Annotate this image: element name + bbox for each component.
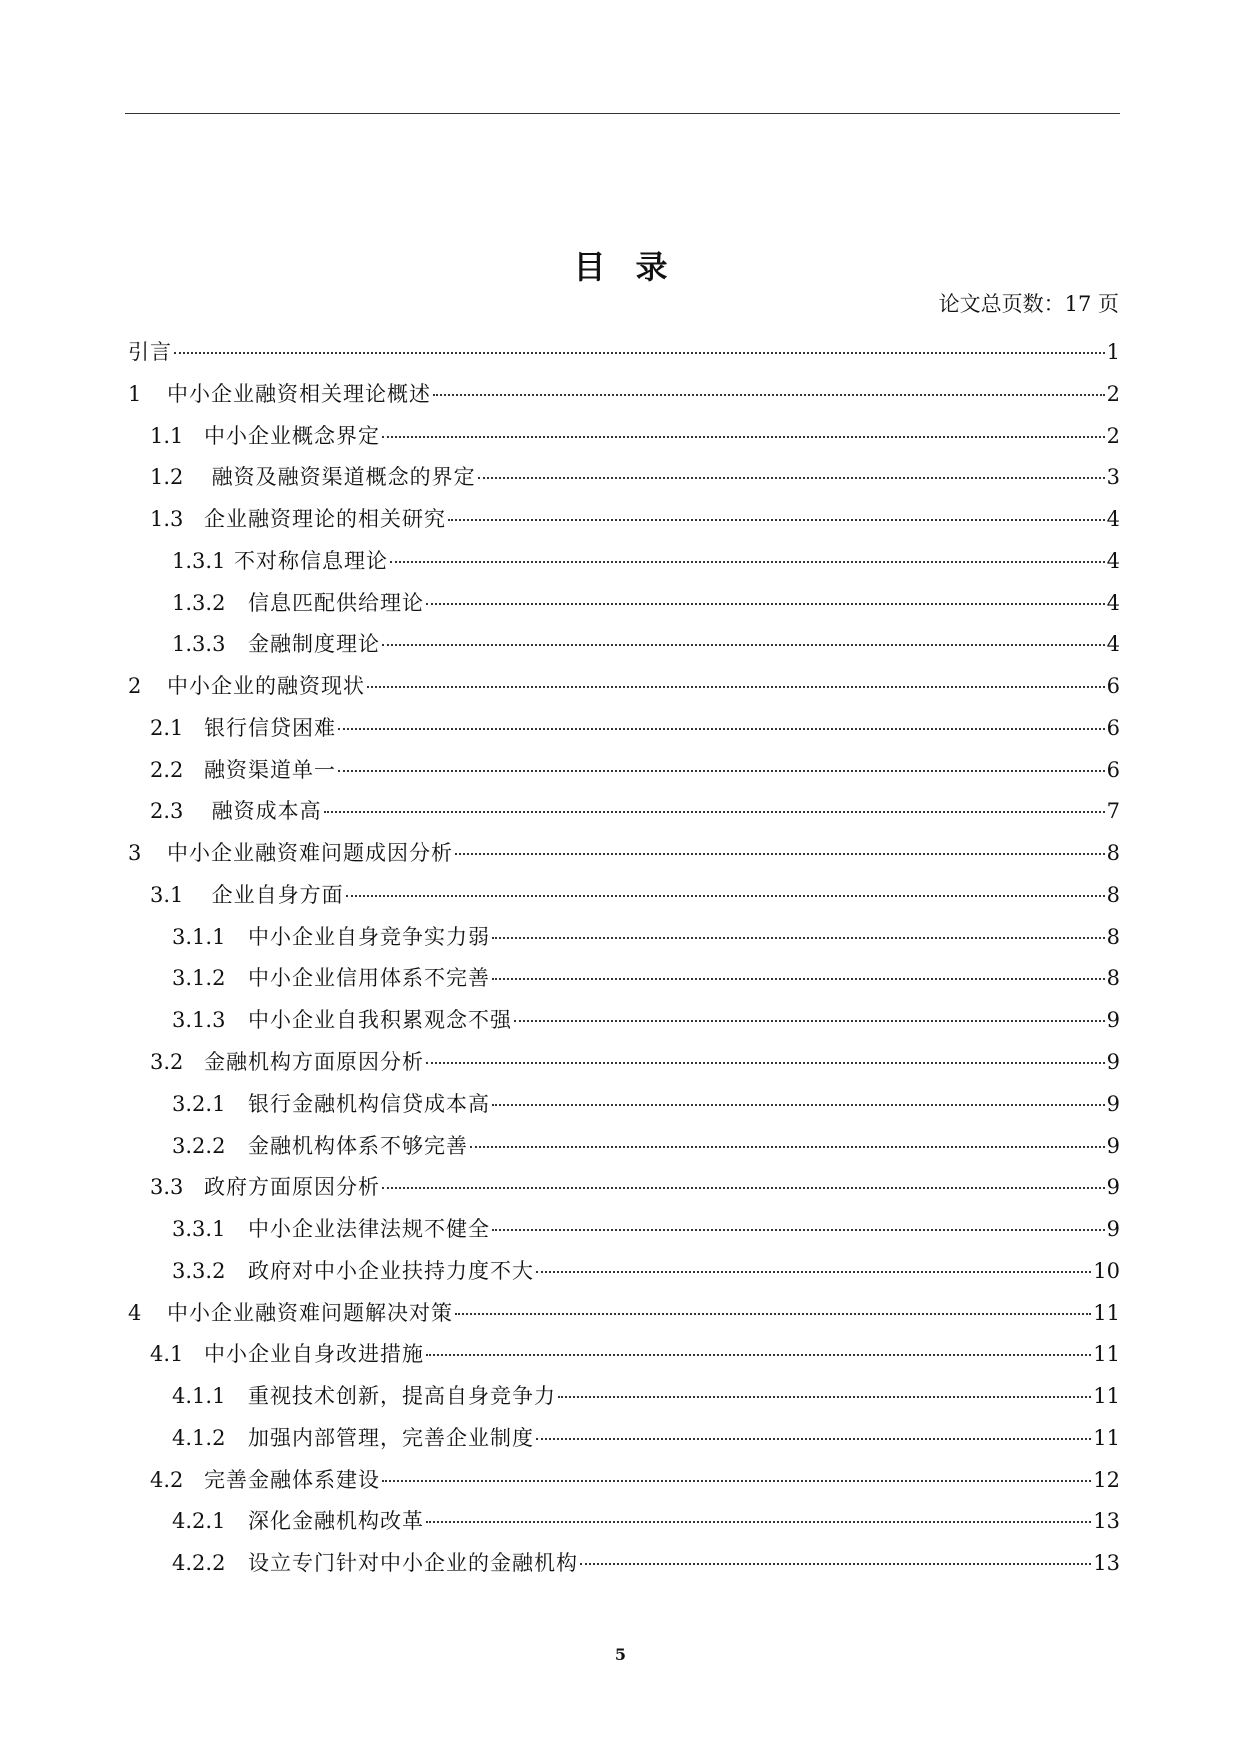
toc-entry-number: 2.3 (150, 799, 184, 824)
toc-entry-page: 9 (1106, 1091, 1120, 1116)
toc-dot-leader (455, 853, 1105, 855)
toc-entry-number: 4.2 (150, 1467, 184, 1492)
toc-entry[interactable] (128, 1167, 1120, 1209)
toc-entry-title: 金融制度理论 (248, 632, 380, 657)
toc-entry-number: 3.1 (150, 882, 184, 907)
toc-entry-title: 金融机构方面原因分析 (204, 1050, 424, 1075)
toc-dot-leader (426, 1521, 1091, 1523)
toc-entry-page: 6 (1106, 757, 1120, 782)
toc-entry[interactable] (128, 1251, 1120, 1293)
toc-entry[interactable] (128, 1000, 1120, 1042)
toc-dot-leader (367, 686, 1105, 688)
toc-entry-number: 3.2.2 (172, 1133, 226, 1158)
toc-entry[interactable] (128, 791, 1120, 833)
toc-entry[interactable] (128, 1126, 1120, 1168)
toc-entry-title: 金融机构体系不够完善 (248, 1133, 468, 1158)
toc-entry-number: 3.1.3 (172, 1008, 226, 1033)
toc-entry[interactable] (128, 1418, 1120, 1460)
toc-dot-leader (514, 1020, 1105, 1022)
toc-entry-number: 4.1.2 (172, 1425, 226, 1450)
toc-entry-page: 4 (1106, 590, 1120, 615)
toc-entry-title: 银行信贷困难 (204, 715, 336, 740)
toc-entry[interactable] (128, 624, 1120, 666)
toc-entry-title: 中小企业的融资现状 (167, 674, 365, 699)
toc-entry-page: 7 (1106, 799, 1120, 824)
toc-dot-leader (492, 1229, 1105, 1231)
toc-entry-title: 中小企业自我积累观念不强 (248, 1008, 512, 1033)
toc-dot-leader (426, 603, 1105, 605)
toc-dot-leader (492, 978, 1105, 980)
toc-dot-leader (536, 1271, 1091, 1273)
toc-entry-number: 3.1.1 (172, 924, 226, 949)
toc-entry-page: 8 (1106, 966, 1120, 991)
toc-entry[interactable] (128, 1543, 1120, 1585)
toc-entry-title: 中小企业概念界定 (204, 423, 380, 448)
toc-entry[interactable] (128, 833, 1120, 875)
toc-entry[interactable] (128, 583, 1120, 625)
toc-entry-page: 13 (1093, 1551, 1120, 1576)
toc-dot-leader (580, 1563, 1091, 1565)
toc-entry-page: 4 (1106, 548, 1120, 573)
toc-entry-page: 9 (1106, 1175, 1120, 1200)
toc-entry-title: 中小企业信用体系不完善 (248, 966, 490, 991)
toc-entry-number: 1.3.2 (172, 590, 226, 615)
toc-entry-number: 3.3.2 (172, 1258, 226, 1283)
toc-entry[interactable] (128, 1209, 1120, 1251)
toc-entry-page: 11 (1093, 1425, 1120, 1450)
toc-entry-number: 4.2.2 (172, 1551, 226, 1576)
toc-dot-leader (448, 519, 1105, 521)
toc-entry[interactable] (128, 750, 1120, 792)
toc-entry[interactable] (128, 1460, 1120, 1502)
toc-entry[interactable] (128, 666, 1120, 708)
toc-entry-page: 4 (1106, 507, 1120, 532)
toc-entry-number: 4.1 (150, 1342, 184, 1367)
toc-dot-leader (382, 436, 1105, 438)
toc-entry-title: 企业融资理论的相关研究 (204, 507, 446, 532)
toc-entry[interactable] (128, 1084, 1120, 1126)
toc-entry[interactable] (128, 457, 1120, 499)
toc-entry[interactable] (128, 1501, 1120, 1543)
toc-entry-number: 3.1.2 (172, 966, 226, 991)
toc-entry-page: 13 (1093, 1509, 1120, 1534)
toc-entry[interactable] (128, 541, 1120, 583)
toc-entry-page: 11 (1093, 1342, 1120, 1367)
total-pages-note: 论文总页数：17 页 (938, 292, 1119, 316)
toc-entry-title: 中小企业自身改进措施 (204, 1342, 424, 1367)
toc-entry-number: 1.3.3 (172, 632, 226, 657)
toc-entry-title: 银行金融机构信贷成本高 (248, 1091, 490, 1116)
toc-entry-page: 6 (1106, 674, 1120, 699)
toc-dot-leader (346, 895, 1105, 897)
table-of-contents (128, 332, 1120, 1585)
toc-entry-title: 融资及融资渠道概念的界定 (204, 465, 476, 490)
toc-dot-leader (455, 1313, 1091, 1315)
toc-entry-page: 10 (1093, 1258, 1120, 1283)
toc-dot-leader (433, 394, 1105, 396)
toc-entry-title: 政府对中小企业扶持力度不大 (248, 1258, 534, 1283)
toc-entry-number: 2 (128, 674, 142, 699)
header-rule (125, 113, 1120, 114)
toc-entry[interactable] (128, 416, 1120, 458)
toc-dot-leader (536, 1438, 1091, 1440)
toc-entry-page: 9 (1106, 1008, 1120, 1033)
toc-entry-number: 3.3.1 (172, 1217, 226, 1242)
toc-entry-number: 3.3 (150, 1175, 184, 1200)
toc-entry[interactable] (128, 1293, 1120, 1335)
toc-entry[interactable] (128, 332, 1120, 374)
toc-entry[interactable] (128, 917, 1120, 959)
toc-entry-title: 中小企业法律法规不健全 (248, 1217, 490, 1242)
toc-entry-title: 中小企业自身竞争实力弱 (248, 924, 490, 949)
toc-entry-number: 4.2.1 (172, 1509, 226, 1534)
toc-entry-number: 2.2 (150, 757, 184, 782)
toc-entry[interactable] (128, 374, 1120, 416)
toc-entry-title: 企业自身方面 (204, 882, 344, 907)
page-number: 5 (614, 1645, 627, 1664)
toc-entry[interactable] (128, 499, 1120, 541)
toc-entry[interactable] (128, 708, 1120, 750)
toc-entry-page: 4 (1106, 632, 1120, 657)
toc-entry[interactable] (128, 958, 1120, 1000)
toc-entry-title: 中小企业融资难问题成因分析 (167, 841, 453, 866)
toc-entry-number: 4.1.1 (172, 1384, 226, 1409)
toc-dot-leader (338, 728, 1105, 730)
toc-dot-leader (382, 1480, 1091, 1482)
toc-entry-page: 12 (1093, 1467, 1120, 1492)
toc-dot-leader (470, 1146, 1105, 1148)
toc-entry-number: 3.2 (150, 1050, 184, 1075)
toc-dot-leader (492, 1104, 1105, 1106)
toc-entry-title: 不对称信息理论 (234, 548, 388, 573)
toc-entry-page: 9 (1106, 1050, 1120, 1075)
toc-entry-page: 2 (1106, 423, 1120, 448)
toc-entry-page: 11 (1093, 1300, 1120, 1325)
toc-entry-title: 融资成本高 (204, 799, 322, 824)
toc-entry-page: 8 (1106, 924, 1120, 949)
toc-dot-leader (390, 561, 1105, 563)
toc-entry-title: 加强内部管理，完善企业制度 (248, 1425, 534, 1450)
toc-entry-title: 重视技术创新，提高自身竞争力 (248, 1384, 556, 1409)
toc-entry-number: 2.1 (150, 715, 184, 740)
toc-entry-number: 1.3.1 (172, 548, 226, 573)
toc-entry[interactable] (128, 875, 1120, 917)
toc-entry-number: 4 (128, 1300, 142, 1325)
toc-dot-leader (426, 1062, 1105, 1064)
toc-entry-page: 2 (1106, 381, 1120, 406)
toc-entry-title: 中小企业融资相关理论概述 (167, 381, 431, 406)
toc-entry-number: 3.2.1 (172, 1091, 226, 1116)
toc-entry[interactable] (128, 1334, 1120, 1376)
toc-entry-title: 设立专门针对中小企业的金融机构 (248, 1551, 578, 1576)
toc-dot-leader (478, 477, 1105, 479)
toc-entry-page: 8 (1106, 882, 1120, 907)
toc-entry-title: 引言 (128, 340, 172, 364)
toc-entry-page: 11 (1093, 1384, 1120, 1409)
toc-entry-page: 8 (1106, 841, 1120, 866)
toc-dot-leader (558, 1396, 1091, 1398)
toc-entry-title: 完善金融体系建设 (204, 1467, 380, 1492)
toc-entry-title: 深化金融机构改革 (248, 1509, 424, 1534)
toc-dot-leader (338, 770, 1105, 772)
toc-entry[interactable] (128, 1042, 1120, 1084)
toc-entry-title: 信息匹配供给理论 (248, 590, 424, 615)
toc-entry-title: 政府方面原因分析 (204, 1175, 380, 1200)
toc-title: 目录 (573, 248, 698, 287)
toc-entry-page: 3 (1106, 465, 1120, 490)
toc-dot-leader (426, 1354, 1091, 1356)
toc-entry-number: 1 (128, 381, 142, 406)
toc-dot-leader (174, 352, 1105, 354)
toc-entry-number: 3 (128, 841, 142, 866)
toc-entry-number: 1.3 (150, 507, 184, 532)
toc-dot-leader (382, 1187, 1105, 1189)
toc-entry-title: 融资渠道单一 (204, 757, 336, 782)
toc-entry-title: 中小企业融资难问题解决对策 (167, 1300, 453, 1325)
toc-entry-page: 9 (1106, 1217, 1120, 1242)
toc-entry-number: 1.1 (150, 423, 184, 448)
toc-dot-leader (492, 937, 1105, 939)
toc-entry-page: 6 (1106, 715, 1120, 740)
toc-entry-number: 1.2 (150, 465, 184, 490)
toc-dot-leader (382, 644, 1105, 646)
toc-entry-page: 9 (1106, 1133, 1120, 1158)
toc-dot-leader (324, 811, 1105, 813)
toc-entry-page: 1 (1106, 340, 1120, 364)
toc-entry[interactable] (128, 1376, 1120, 1418)
